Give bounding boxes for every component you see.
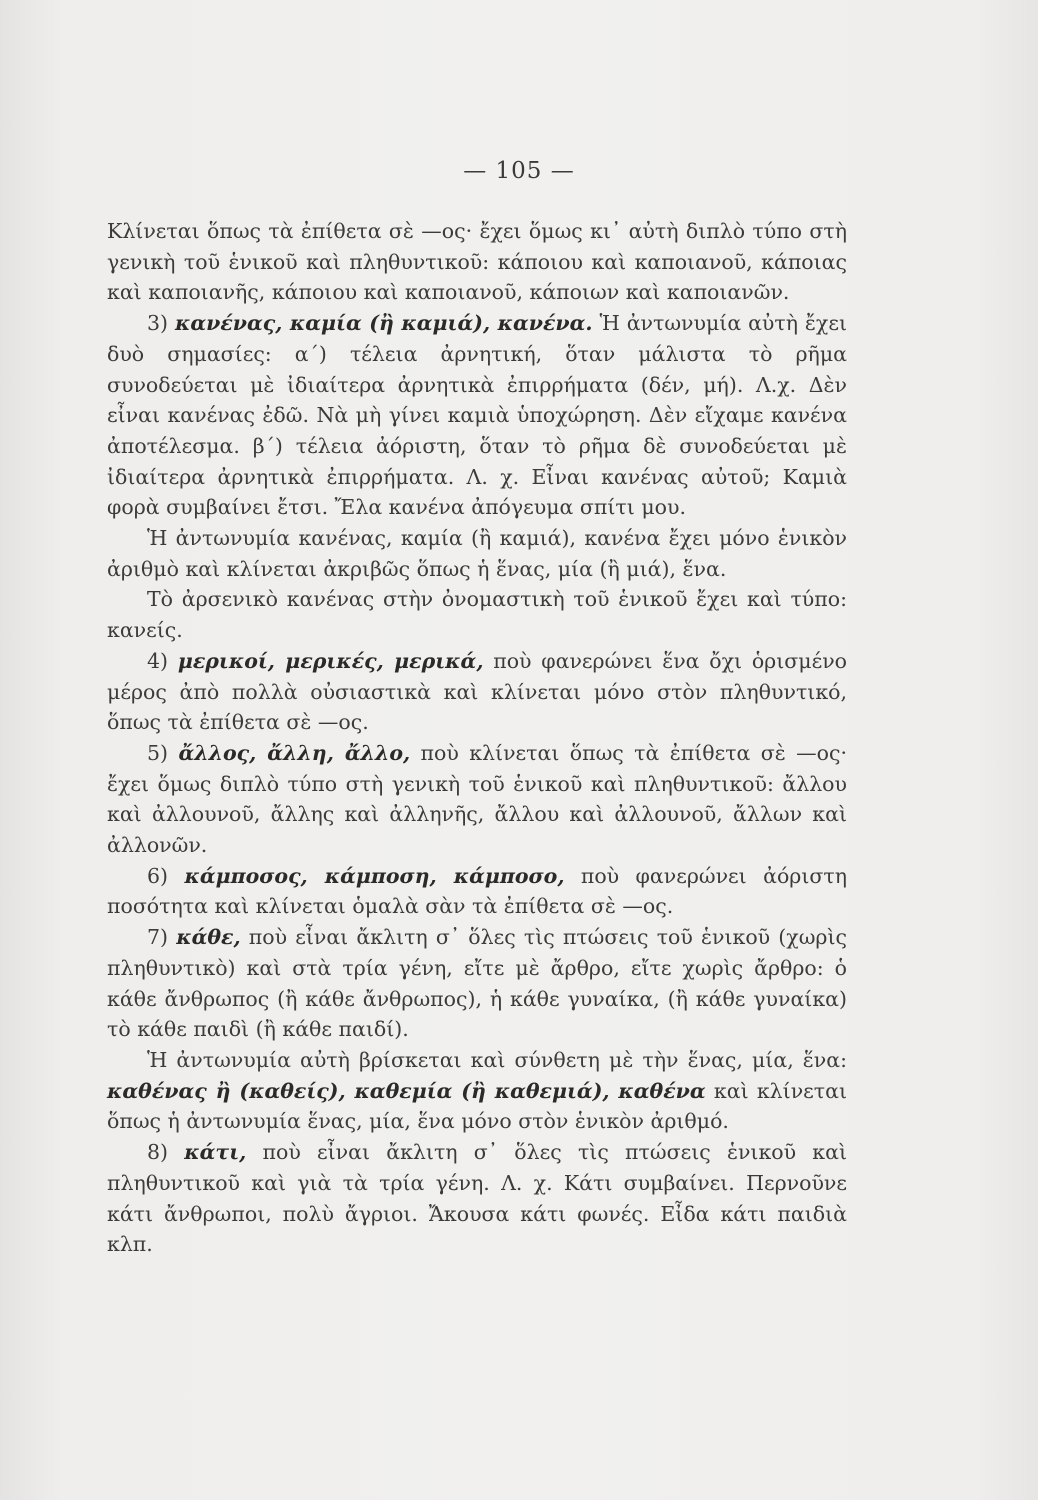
page-body-text: [107, 216, 847, 1260]
emphasized-term: κανένας, καμία (ἢ καμιά), κανένα.: [174, 311, 593, 336]
paragraph-p-4: [107, 646, 847, 738]
paragraph-p-8: [107, 1137, 847, 1260]
paragraph-text: ποὺ εἶναι ἄκλιτη σ᾿ ὅλες τὶς πτώσεις τοῦ ἑνικοῦ (χωρὶς πληθυντικὸ) καὶ στὰ τρία γένη, εἴτε μὲ ἄρθρο, εἴτε χωρὶς ἄρθρο: ὁ κάθε ἄνθρωπος (ἢ κάθε ἄνθρωπος), ἡ κάθε γυναίκα, (ἢ κάθε γυναίκα) τὸ κάθε παιδὶ (ἢ κάθε παιδί).: [107, 925, 847, 1042]
paragraph-text: 3): [147, 311, 175, 336]
emphasized-term: μερικοί, μερικές, μερικά,: [177, 648, 484, 673]
emphasized-term: κάμποσος, κάμποση, κάμποσο,: [184, 863, 565, 888]
paragraph-text: καὶ κλίνεται ὅπως ἡ ἀντωνυμία ἕνας, μία, ἕνα μόνο στὸν ἑνικὸν ἀριθμό.: [107, 1078, 847, 1134]
paragraph-text: Κλίνεται ὅπως τὰ ἐπίθετα σὲ —ος· ἔχει ὅμως κι᾿ αὐτὴ διπλὸ τύπο στὴ γενικὴ τοῦ ἑνικοῦ καὶ πληθυντικοῦ: κάποιου καὶ καποιανοῦ, κάποιας καὶ καποιανῆς, κάποιου καὶ καποιανοῦ, κάποιων καὶ καποιανῶν.: [107, 219, 847, 305]
emphasized-term: κάθε,: [176, 925, 241, 950]
paragraph-text: ποὺ φανερώνει ἕνα ὄχι ὁρισμένο μέρος ἀπὸ πολλὰ οὐσιαστικὰ καὶ κλίνεται μόνο στὸν πληθυντικό, ὅπως τὰ ἐπίθετα σὲ —ος.: [107, 648, 848, 735]
page-number-header: — 105 —: [463, 158, 575, 184]
paragraph-p-3b: [107, 523, 847, 584]
paragraph-text: ποὺ φανερώνει ἀόριστη ποσότητα καὶ κλίνεται ὁμαλὰ σὰν τὰ ἐπίθετα σὲ —ος.: [107, 863, 848, 919]
paragraph-text: ποὺ εἶναι ἄκλιτη σ᾿ ὅλες τὶς πτώσεις ἑνικοῦ καὶ πληθυντικοῦ καὶ γιὰ τὰ τρία γένη. Λ. χ. Κάτι συμβαίνει. Περνοῦνε κάτι ἄνθρωποι, πολὺ ἄγριοι. Ἄκουσα κάτι φωνές. Εἶδα κάτι παιδιὰ κλπ.: [107, 1140, 847, 1257]
paragraph-text: 7): [147, 925, 177, 950]
paragraph-p-5: [107, 738, 847, 861]
paragraph-text: Ἡ ἀντωνυμία κανένας, καμία (ἢ καμιά), κανένα ἔχει μόνο ἑνικὸν ἀριθμὸ καὶ κλίνεται ἀκριβῶς ὅπως ἡ ἕνας, μία (ἢ μιά), ἕνα.: [107, 526, 847, 581]
emphasized-term: κάτι,: [184, 1140, 247, 1165]
paragraph-text: Ἡ ἀντωνυμία αὐτὴ βρίσκεται καὶ σύνθετη μὲ τὴν ἕνας, μία, ἕνα:: [147, 1047, 847, 1072]
paragraph-text: 5): [147, 740, 179, 765]
paragraph-p-7: [107, 922, 847, 1045]
paragraph-p-3: [107, 308, 847, 523]
paragraph-text: Ἡ ἀντωνυμία αὐτὴ ἔχει δυὸ σημασίες: α΄) τέλεια ἀρνητική, ὅταν μάλιστα τὸ ρῆμα συνοδεύεται μὲ ἰδιαίτερα ἀρνητικὰ ἐπιρρήματα (δέν, μή). Λ.χ. Δὲν εἶναι κανένας ἐδῶ. Νὰ μὴ γίνει καμιὰ ὑποχώρηση. Δὲν εἴχαμε κανένα ἀποτέλεσμα. β΄) τέλεια ἀόριστη, ὅταν τὸ ρῆμα δὲ συνοδεύεται μὲ ἰδιαίτερα ἀρνητικὰ ἐπιρρήματα. Λ. χ. Εἶναι κανένας αὐτοῦ; Καμιὰ φορὰ συμβαίνει ἔτσι. Ἔλα κανένα ἀπόγευμα σπίτι μου.: [107, 311, 847, 520]
paragraph-p-3c: [107, 584, 847, 645]
paragraph-text: 4): [147, 648, 178, 673]
paragraph-text: Τὸ ἀρσενικὸ κανένας στὴν ὀνομαστικὴ τοῦ ἑνικοῦ ἔχει καὶ τύπο: κανείς.: [107, 587, 847, 643]
paragraph-p-7b: [107, 1045, 847, 1137]
paragraph-text: ποὺ κλίνεται ὅπως τὰ ἐπίθετα σὲ —ος· ἔχει ὅμως διπλὸ τύπο στὴ γενικὴ τοῦ ἑνικοῦ καὶ πληθυντικοῦ: ἄλλου καὶ ἀλλουνοῦ, ἄλλης καὶ ἀλληνῆς, ἄλλου καὶ ἀλλουνοῦ, ἄλλων καὶ ἀλλονῶν.: [107, 740, 847, 858]
paragraph-p-klinetai: [107, 216, 847, 308]
emphasized-term: ἄλλος, ἄλλη, ἄλλο,: [178, 740, 411, 765]
paragraph-text: 6): [147, 863, 185, 888]
paragraph-text: 8): [147, 1140, 185, 1165]
paragraph-p-6: [107, 861, 847, 922]
emphasized-term: καθένας ἢ (καθείς), καθεμία (ἢ καθεμιά), καθένα: [107, 1078, 706, 1103]
